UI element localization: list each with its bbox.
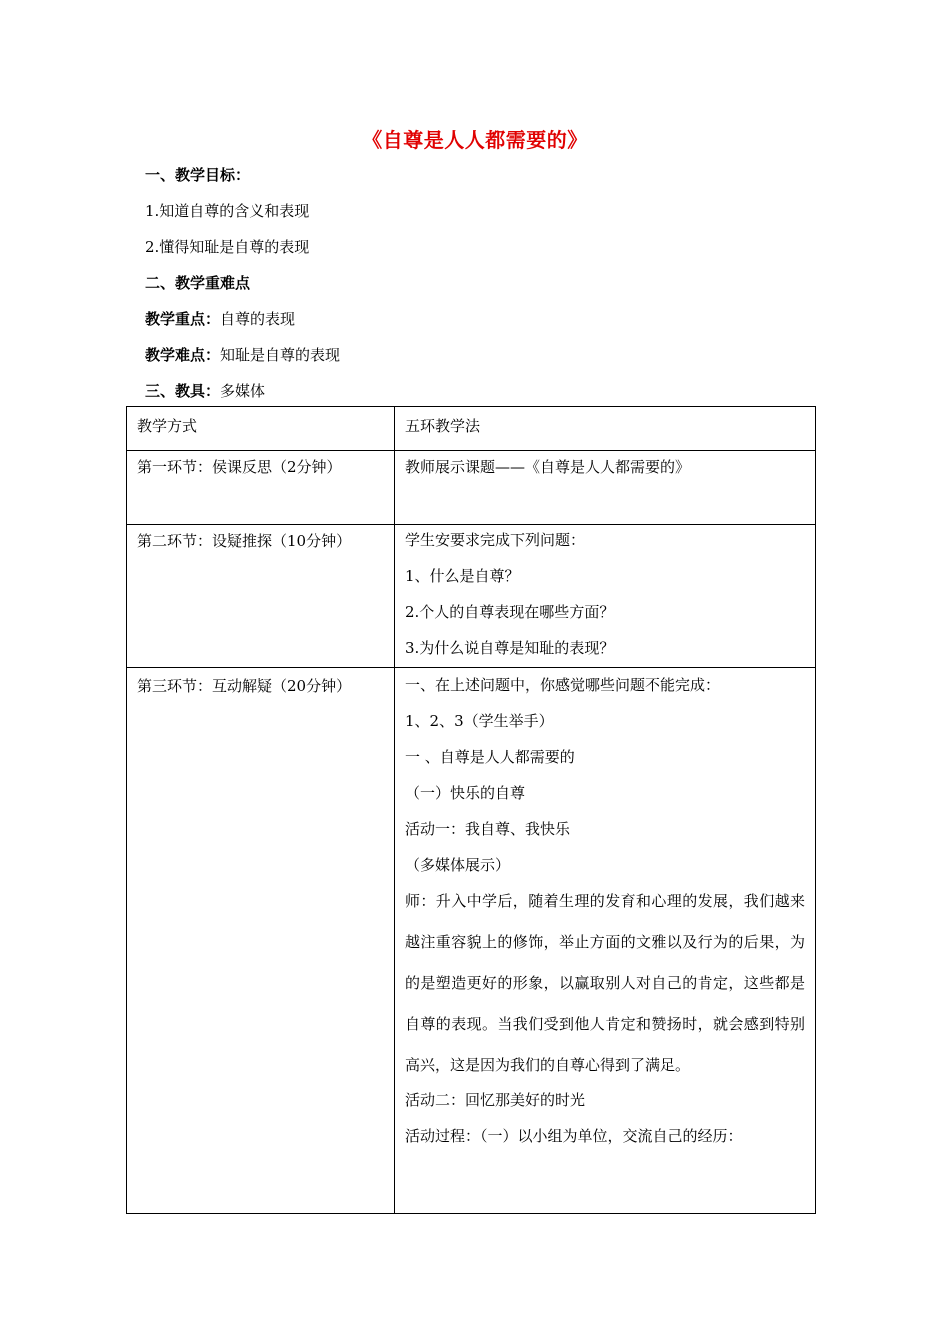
tools-value: 多媒体 xyxy=(220,382,266,400)
stage-label: 第一环节：侯课反思（2分钟） xyxy=(137,458,342,476)
stage-content-line: 活动过程：（一）以小组为单位，交流自己的经历： xyxy=(405,1127,743,1145)
stage-content-line: （一）快乐的自尊 xyxy=(405,784,526,802)
document-title: 《自尊是人人都需要的》 xyxy=(362,128,588,152)
stage-content-line: 活动一：我自尊、我快乐 xyxy=(405,820,571,838)
table-cell xyxy=(127,668,395,1214)
table-cell xyxy=(395,407,816,451)
table-header-row xyxy=(127,407,816,451)
table-cell xyxy=(127,525,395,668)
stage-content-line: 3.为什么说自尊是知耻的表现？ xyxy=(405,639,615,657)
teacher-paragraph: 师：升入中学后，随着生理的发育和心理的发展，我们越来越注重容貌上的修饰，举止方面的文雅以及行为的后果，为的是塑造更好的形象，以赢取别人对自己的肯定，这些都是自尊的表现。当我们受到他人肯定和赞扬时，就会感到特别高兴，这是因为我们的自尊心得到了满足。 xyxy=(405,892,805,1074)
tools-line xyxy=(145,380,265,401)
objective-item: 1.知道自尊的含义和表现 xyxy=(145,202,310,220)
stage-content-line: 活动二：回忆那美好的时光 xyxy=(405,1091,586,1109)
stage-content-line: 1、2、3（学生举手） xyxy=(405,712,554,730)
stage-content-line: 2.个人的自尊表现在哪些方面？ xyxy=(405,603,615,621)
stage-label: 第三环节：互动解疑（20分钟） xyxy=(137,677,352,695)
stage-content-line: 学生安要求完成下列问题： xyxy=(405,531,586,549)
header-method: 教学方式 xyxy=(137,417,198,435)
table-cell xyxy=(395,525,816,668)
stage-content-line: 1、什么是自尊？ xyxy=(405,567,520,585)
difficulty-label: 教学难点： xyxy=(145,346,221,364)
stage-label: 第二环节：设疑推探（10分钟） xyxy=(137,532,352,550)
key-points-heading: 二、教学重难点 xyxy=(145,274,251,292)
table-row xyxy=(127,525,816,668)
table-cell xyxy=(127,451,395,525)
table-cell xyxy=(395,668,816,1214)
teaching-plan-table xyxy=(126,406,816,1214)
focus-label: 教学重点： xyxy=(145,310,221,328)
table-cell xyxy=(127,407,395,451)
focus-value: 自尊的表现 xyxy=(220,310,296,328)
table-cell xyxy=(395,451,816,525)
header-approach: 五环教学法 xyxy=(405,417,481,435)
focus-line xyxy=(145,308,295,329)
objective-item: 2.懂得知耻是自尊的表现 xyxy=(145,238,310,256)
stage-content-line: 一 、自尊是人人都需要的 xyxy=(405,748,575,766)
difficulty-value: 知耻是自尊的表现 xyxy=(220,346,341,364)
table-row xyxy=(127,668,816,1214)
stage-content-line: 一、在上述问题中，你感觉哪些问题不能完成： xyxy=(405,676,721,694)
stage-content-line: （多媒体展示） xyxy=(405,856,511,874)
difficulty-line xyxy=(145,344,340,365)
stage-content-line: 教师展示课题——《自尊是人人都需要的》 xyxy=(405,458,691,476)
table-row xyxy=(127,451,816,525)
objectives-heading: 一、教学目标： xyxy=(145,166,251,184)
tools-label: 三、教具： xyxy=(145,382,221,400)
